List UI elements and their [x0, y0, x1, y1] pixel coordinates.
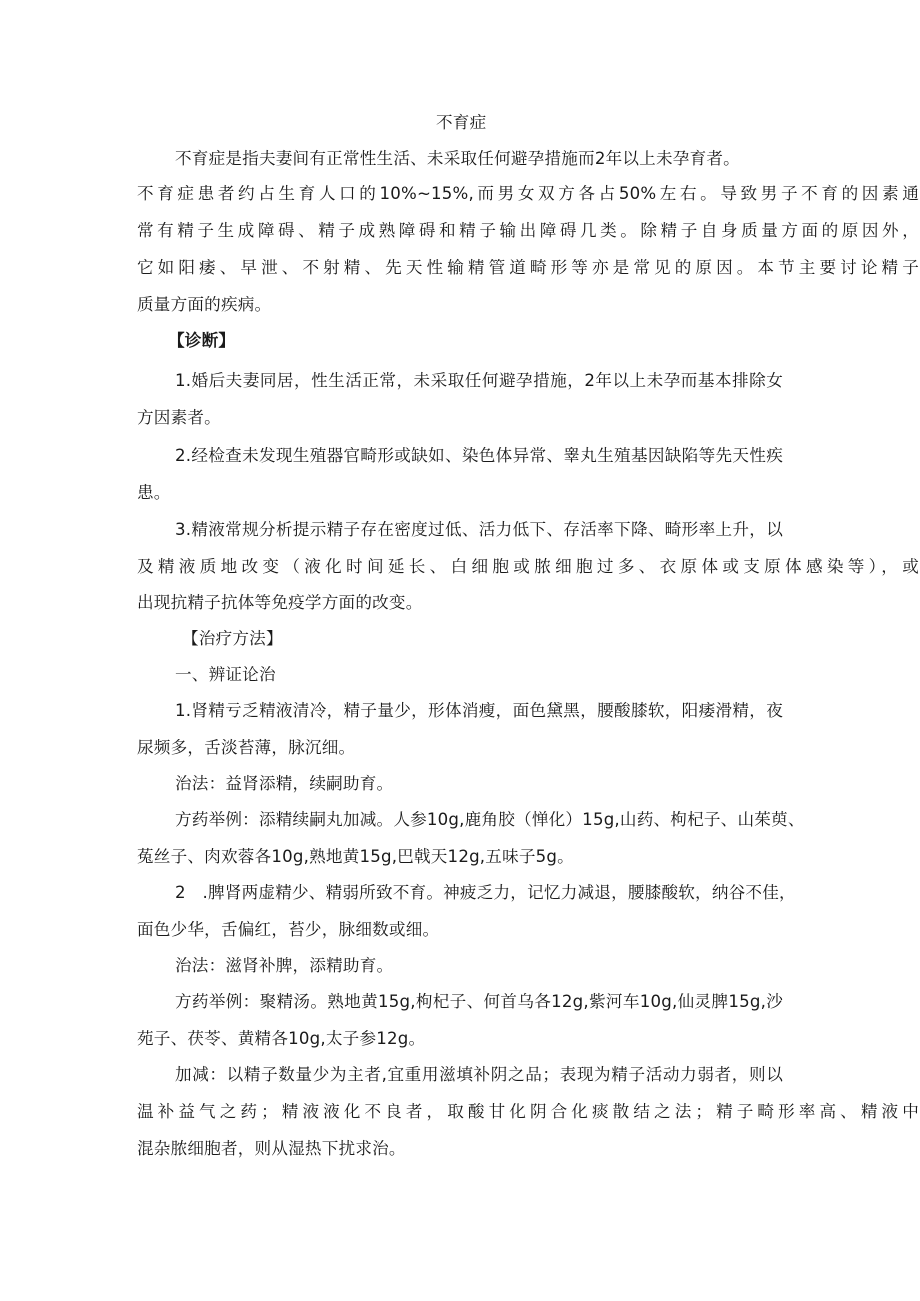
diagnosis-item-cont: 出现抗精子抗体等免疫学方面的改变。 — [137, 593, 423, 612]
treatment-method: 治法：滋肾补脾，添精助育。 — [175, 956, 394, 975]
prescription-cont: 苑子、茯苓、黄精各10g,太子参12g。 — [137, 1029, 426, 1048]
treatment-heading: 【治疗方法】 — [182, 629, 283, 648]
diagnosis-item: 2.经检查未发现生殖器官畸形或缺如、染色体异常、睾丸生殖基因缺陷等先天性疾 — [175, 446, 783, 465]
modification-cont: 温补益气之药；精液液化不良者，取酸甘化阴合化痰散结之法；精子畸形率高、精液中 — [137, 1102, 919, 1121]
intro-line: 它如阳痿、早泄、不射精、先天性输精管道畸形等亦是常见的原因。本节主要讨论精子 — [137, 258, 919, 277]
diagnosis-item: 3.精液常规分析提示精子存在密度过低、活力低下、存活率下降、畸形率上升，以 — [175, 520, 783, 539]
syndrome-desc: 1.肾精亏乏精液清冷，精子量少，形体消瘦，面色黛黑，腰酸膝软，阳痿滑精，夜 — [175, 701, 783, 720]
prescription: 方药举例：添精续嗣丸加减。人参10g,鹿角胶（惮化）15g,山药、枸杞子、山茱萸、 — [175, 810, 805, 829]
syndrome-desc-cont: 面色少华，舌偏红，苔少，脉细数或细。 — [137, 920, 440, 939]
intro-line: 不育症患者约占生育人口的10%~15%,而男女双方各占50%左右。导致男子不育的因素通 — [137, 184, 919, 203]
prescription: 方药举例：聚精汤。熟地黄15g,枸杞子、何首乌各12g,紫河车10g,仙灵脾15g,沙 — [175, 992, 783, 1011]
definition-text: 不育症是指夫妻间有正常性生活、未采取任何避孕措施而2年以上未孕育者。 — [175, 149, 740, 168]
prescription-cont: 菟丝子、肉欢蓉各10g,熟地黄15g,巴戟天12g,五味子5g。 — [137, 847, 574, 866]
section-heading: 一、辨证论治 — [175, 665, 276, 684]
intro-line: 质量方面的疾病。 — [137, 295, 272, 314]
diagnosis-item-cont: 及精液质地改变（液化时间延长、白细胞或脓细胞过多、衣原体或支原体感染等），或 — [137, 557, 919, 576]
treatment-method: 治法：益肾添精，续嗣助育。 — [175, 774, 394, 793]
diagnosis-item-cont: 患。 — [137, 483, 171, 502]
modification-cont: 混杂脓细胞者，则从湿热下扰求治。 — [137, 1139, 406, 1158]
diagnosis-heading: 【诊断】 — [168, 331, 236, 350]
diagnosis-item-cont: 方因素者。 — [137, 408, 221, 427]
syndrome-desc-cont: 尿频多，舌淡苔薄，脉沉细。 — [137, 738, 356, 757]
page-title: 不育症 — [436, 113, 487, 132]
syndrome-desc: 2 .脾肾两虚精少、精弱所致不育。神疲乏力，记忆力减退，腰膝酸软，纳谷不佳， — [175, 883, 796, 902]
intro-line: 常有精子生成障碍、精子成熟障碍和精子输出障碍几类。除精子自身质量方面的原因外， — [137, 221, 919, 240]
diagnosis-item: 1.婚后夫妻同居，性生活正常，未采取任何避孕措施，2年以上未孕而基本排除女 — [175, 371, 783, 390]
modification: 加减：以精子数量少为主者,宜重用滋填补阴之品；表现为精子活动力弱者，则以 — [175, 1065, 783, 1084]
